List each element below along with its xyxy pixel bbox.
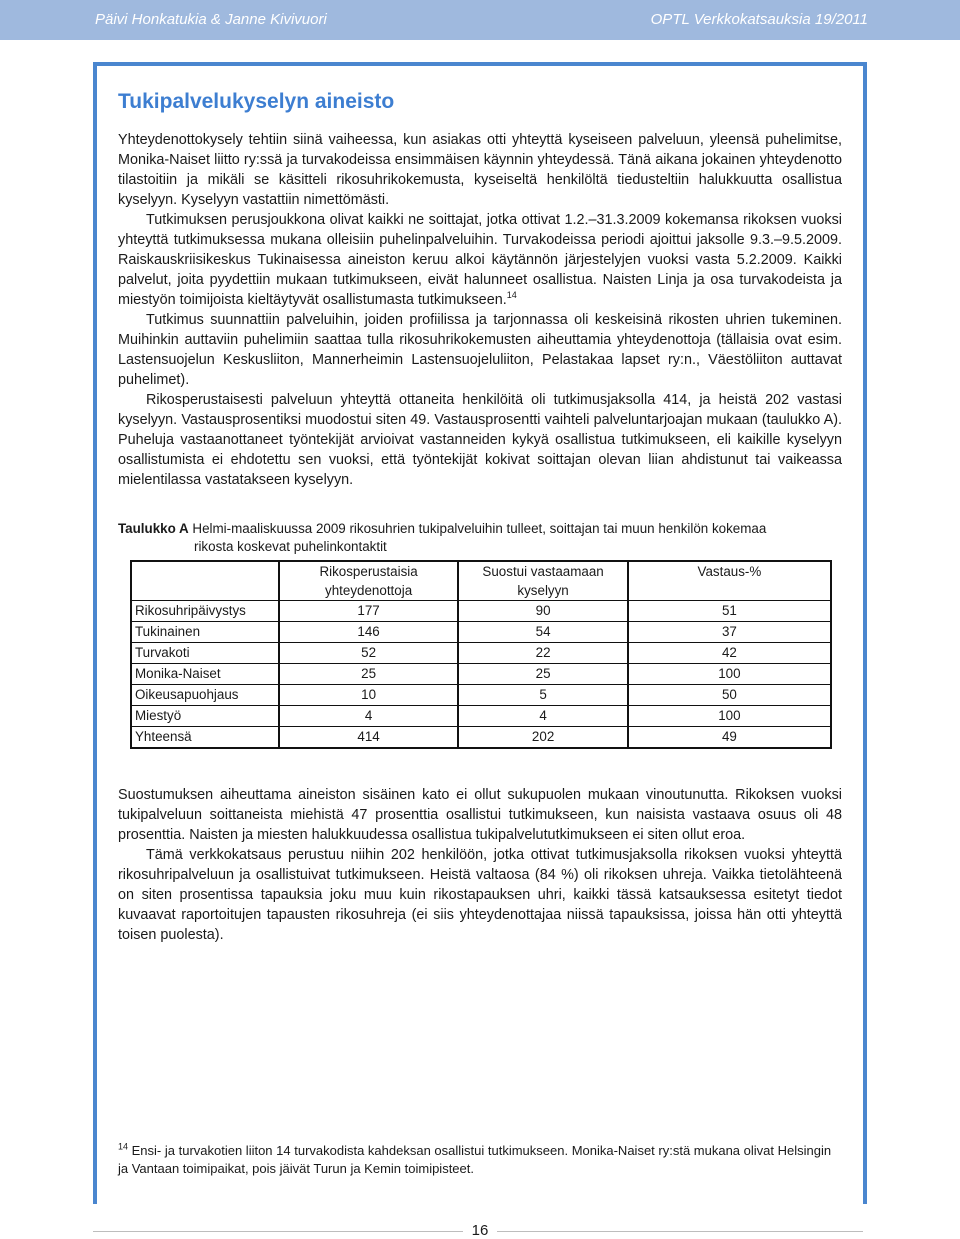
row-contacts: 4 [279,706,459,727]
row-label: Monika-Naiset [131,664,279,685]
table-row [131,622,831,643]
footnote-ref[interactable]: 14 [506,290,517,301]
page-number: 16 [471,1222,489,1239]
row-consented: 90 [458,601,627,622]
paragraph-1: Yhteydenottokysely tehtiin siinä vaiheessa, kun asiakas otti yhteyttä kyseiseen palveluun, yleensä puhelimitse, Monika-Naiset liitto ry:ssä ja turvakodeissa ensimmäisen käynnin yhteydessä. Tänä aikana jokainen yhteydenotto tilastoitiin ja mikäli se käsitteli rikosuhrikokemusta, kyseiseltä henkilöltä tiedusteltiin halukkuutta osallistua kyselyyn. Kyselyyn vastattiin nimettömästi. [118,132,842,208]
table-total-row [131,727,831,749]
header-cell-consented-2: kyselyyn [458,581,627,601]
paragraph-3: Tutkimus suunnattiin palveluihin, joiden profiilissa ja tarjonnassa oli keskeisinä rikosten uhrien tukeminen. Muihinkin auttaviin puhelimiin saattaa tulla rikosuhrikokemusten aiheuttamia yhteydenottoja (tällaisia ovat esim. Lastensuojelun Keskusliiton, Mannerheimin Lastensuojeluliiton, Pelastakaa lapset ry:n., Väestöliiton auttavat puhelimet). [118,312,842,388]
footnote-number: 14 [118,1141,129,1152]
row-consented: 25 [458,664,627,685]
row-contacts: 146 [279,622,459,643]
row-label: Miestyö [131,706,279,727]
row-rate: 100 [628,706,831,727]
footnote [118,1142,842,1178]
header-cell-contacts-2: yhteydenottoja [279,581,459,601]
header-cell-empty [131,561,279,581]
row-label: Tukinainen [131,622,279,643]
row-contacts: 414 [279,727,459,749]
table-caption-label: Taulukko A [118,521,189,536]
page-title: Tukipalvelukyselyn aineisto [118,90,395,113]
header-cell-rate-2 [628,581,831,601]
row-contacts: 10 [279,685,459,706]
row-contacts: 52 [279,643,459,664]
footnote-text: Ensi- ja turvakotien liiton 14 turvakodista kahdeksan osallistui tutkimukseen. Monika-Naiset ry:stä mukana olivat Helsingin ja Vantaan toimipaikat, pois jäivät Turun ja Kemin toimipisteet. [118,1143,832,1176]
row-consented: 4 [458,706,627,727]
row-label: Turvakoti [131,643,279,664]
data-table [130,560,832,749]
row-consented: 5 [458,685,627,706]
table-row [131,664,831,685]
row-consented: 22 [458,643,627,664]
header-publication: OPTL Verkkokatsauksia 19/2011 [650,11,868,28]
header-authors: Päivi Honkatukia & Janne Kivivuori [95,11,327,28]
row-contacts: 25 [279,664,459,685]
row-rate: 42 [628,643,831,664]
paragraph-2 [118,210,842,310]
paragraph-2-text: Tutkimuksen perusjoukkona olivat kaikki ne soittajat, jotka ottivat 1.2.–31.3.2009 kokemansa rikoksen vuoksi yhteyttä tutkimuksessa mukana olleisiin puhelinpalveluihin. Turvakodeissa periodi ajoittui jaksolle 9.3.–9.5.2009. Raiskauskriisikeskus Tukinaisessa aineiston keruu alkoi käytännön järjestelyjen vuoksi vasta 5.2.2009. Kaikki palvelut, joita pyydettiin mukaan tutkimukseen, eivät halunneet osallistua. Naisten Linja ja osa turvakodeista ja miestyön toimijoista kieltäytyvät osallistumasta tutkimukseen. [118,212,842,308]
row-contacts: 177 [279,601,459,622]
header-cell-contacts: Rikosperustaisia [279,561,459,581]
table-header-row-2 [131,581,831,601]
running-header [0,0,960,40]
table-row [131,685,831,706]
row-consented: 54 [458,622,627,643]
paragraph-4: Rikosperustaisesti palveluun yhteyttä ottaneita henkilöitä oli tutkimusjaksolla 414, ja heistä 202 vastasi kyselyyn. Vastausprosentiksi muodostui siten 49. Vastausprosentti vaihteli palveluntarjoajan mukaan (taulukko A). Puheluja vastaanottaneet työntekijät arvioivat vastanneiden kykyä osallistua tutkimukseen, eli kaikille kyselyyn osallistumista ei ehdotettu sen vuoksi, että työntekijät kokivat soittajan olevan liian ahdistunut tai vaikeassa mielentilassa vastatakseen kyselyyn. [118,392,842,488]
main-content [118,88,842,945]
row-label: Rikosuhripäivystys [131,601,279,622]
table-row [131,706,831,727]
paragraph-6: Tämä verkkokatsaus perustuu niihin 202 henkilöön, jotka ottivat tutkimusjaksolla rikoksen vuoksi yhteyttä rikosuhripalveluun ja osallistuivat tutkimukseen. Heistä valtaosa (84 %) oli rikoksen uhreja. Vaikka tietolähteenä on siten prosentissa tapauksia joku muu kuin rikostapauksen uhri, kaikki tässä katsauksessa esitetyt tiedot kuvaavat raportoitujen tapausten rikosuhreja (ei siis yhteydenottajaa niissä tapauksissa, joissa hän otti yhteyttä toisen puolesta). [118,847,842,943]
row-consented: 202 [458,727,627,749]
table-header-row [131,561,831,581]
row-rate: 37 [628,622,831,643]
row-label: Yhteensä [131,727,279,749]
table-caption-cont: rikosta koskevat puhelinkontaktit [194,539,387,554]
header-cell-consented: Suostui vastaamaan [458,561,627,581]
table-caption [118,520,842,538]
header-cell-rate: Vastaus-% [628,561,831,581]
row-rate: 49 [628,727,831,749]
table-caption-text: Helmi-maaliskuussa 2009 rikosuhrien tukipalveluihin tulleet, soittajan tai muun henkilön kokemaa [192,521,767,536]
table-row [131,601,831,622]
paragraph-5: Suostumuksen aiheuttama aineiston sisäinen kato ei ollut sukupuolen mukaan vinoutunutta. Rikoksen vuoksi tukipalveluun soittaneista miehistä 47 prosenttia osallistui tutkimukseen, kun naisista vastaava osuus oli 48 prosenttia. Naisten ja miesten halukkuudessa osallistua tukipalvelututkimukseen ei siten ollut eroa. [118,787,842,843]
row-rate: 51 [628,601,831,622]
table-row [131,643,831,664]
header-cell-empty-2 [131,581,279,601]
row-rate: 100 [628,664,831,685]
row-label: Oikeusapuohjaus [131,685,279,706]
row-rate: 50 [628,685,831,706]
